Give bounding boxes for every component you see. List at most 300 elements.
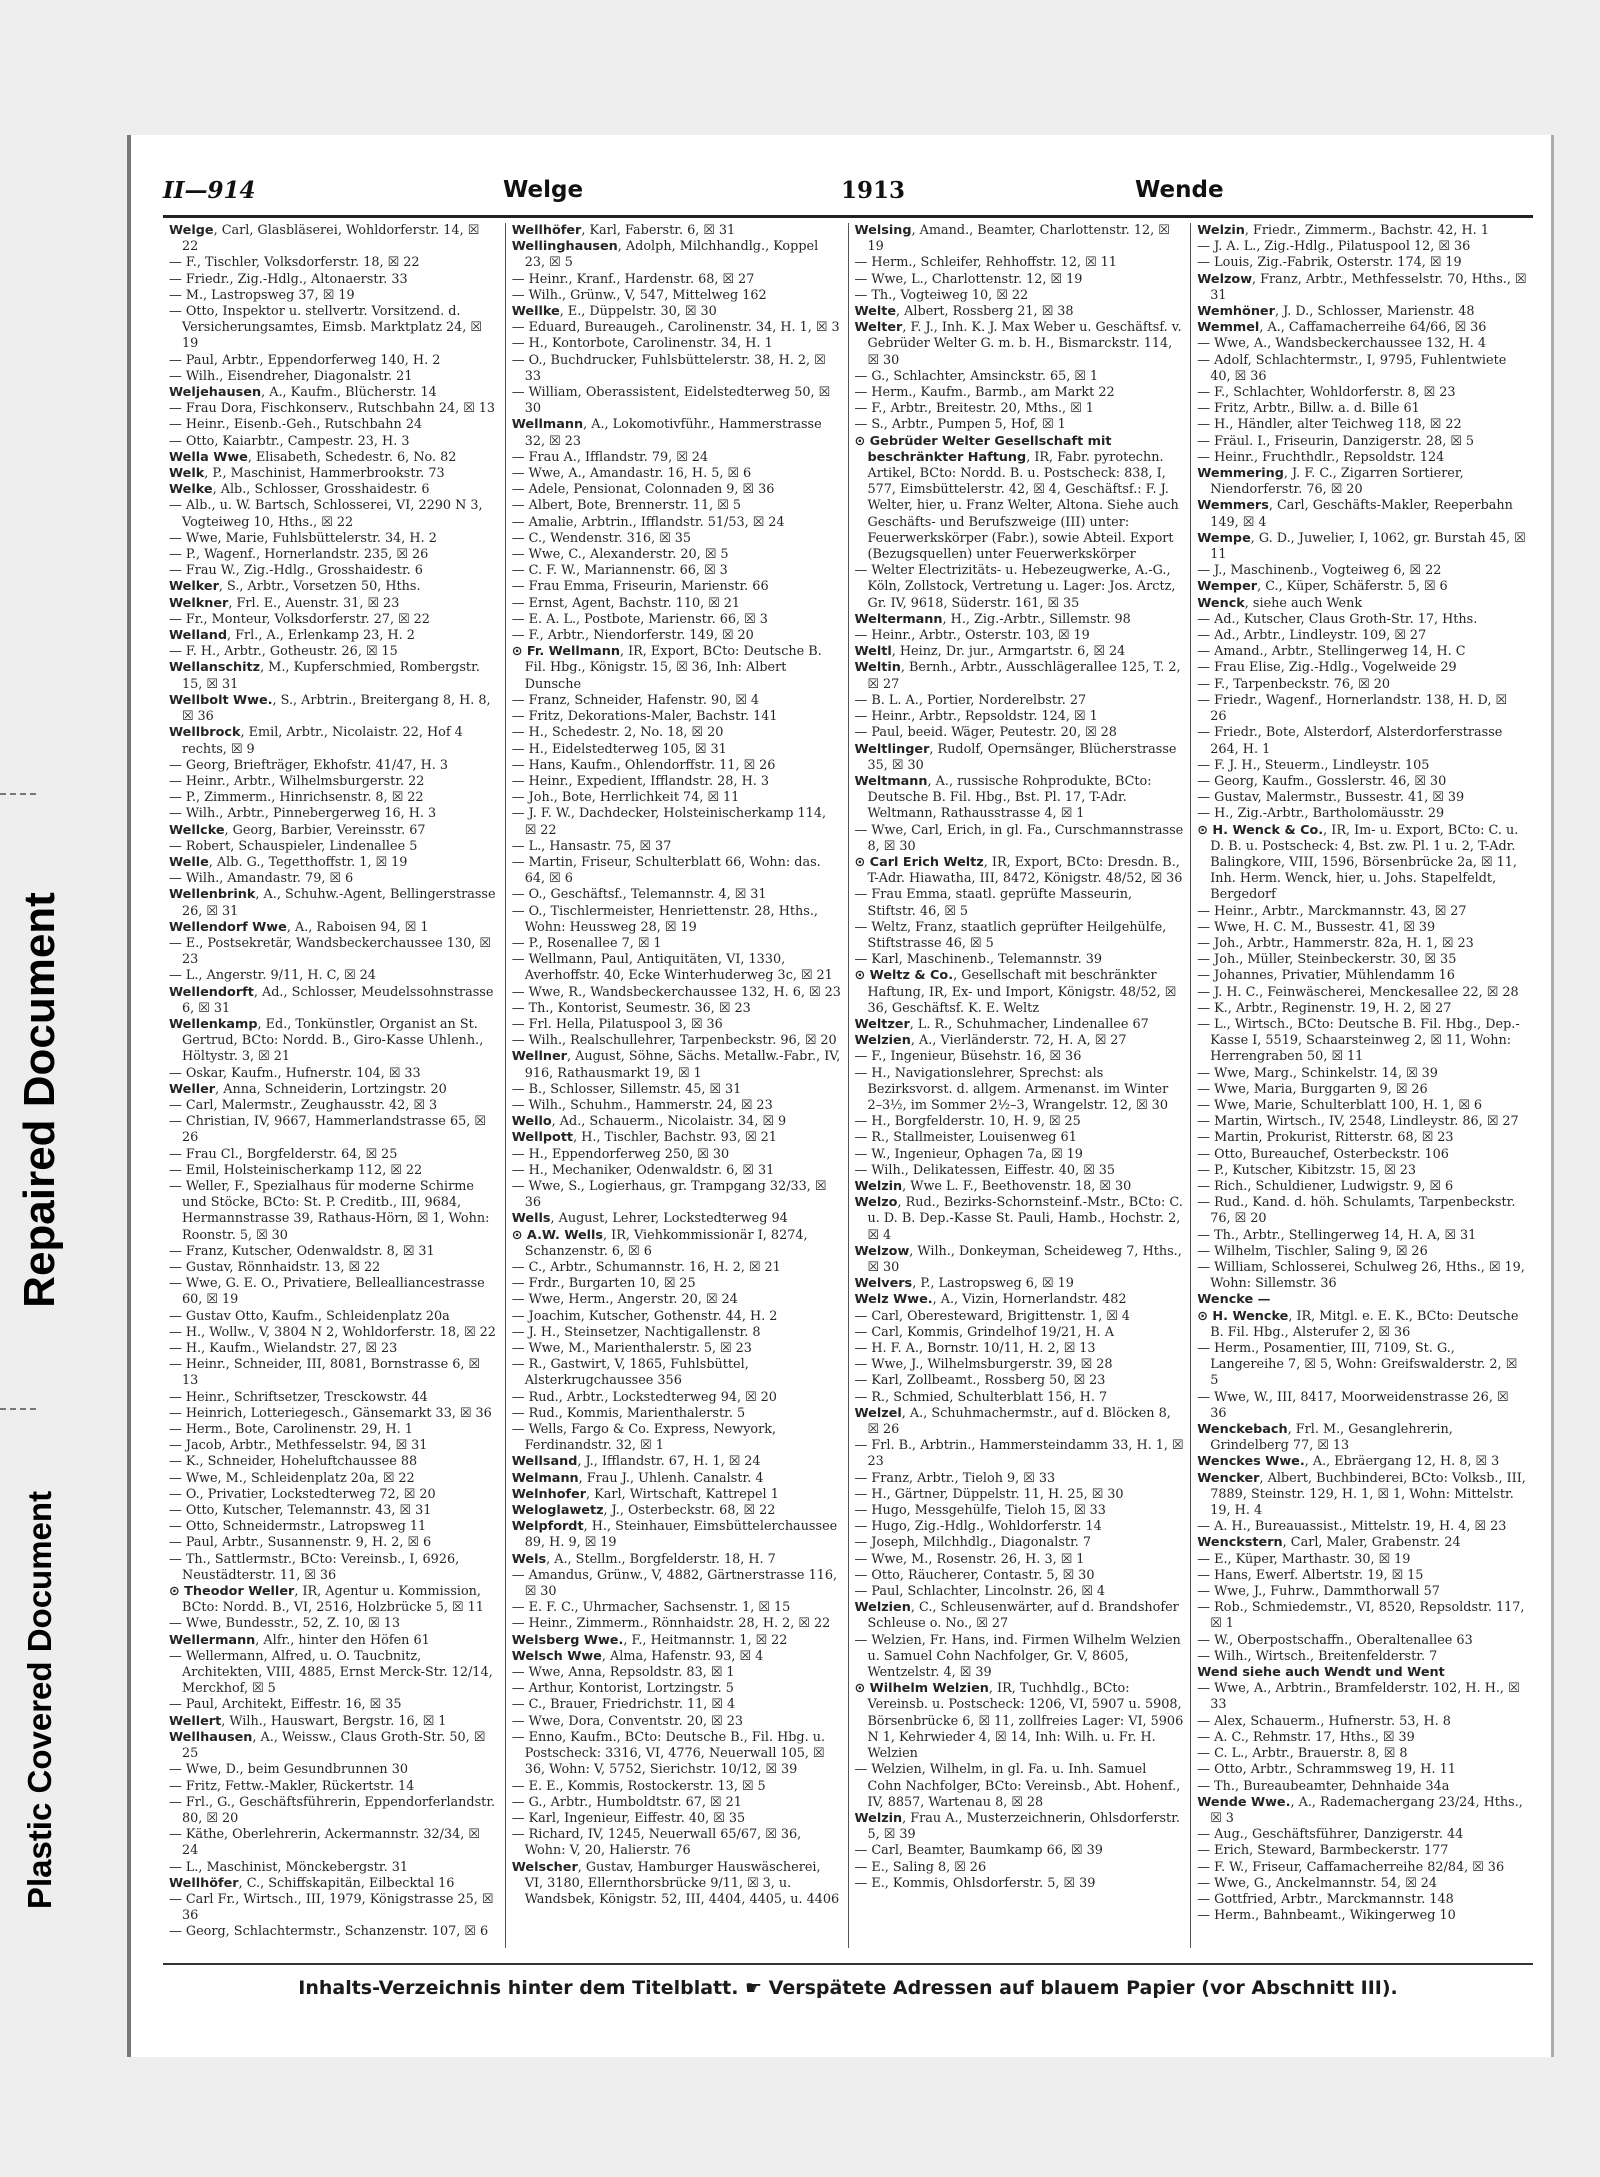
directory-entry: — Joh., Müller, Steinbeckerstr. 30, ☒ 35: [1197, 952, 1457, 968]
directory-entry: — Wwe, J., Wilhelmsburgerstr. 39, ☒ 28: [854, 1357, 1113, 1373]
directory-entry: Welsch Wwe, Alma, Hafenstr. 93, ☒ 4: [511, 1648, 764, 1664]
directory-entry: — Th., Sattlermstr., BCto: Vereinsb., I, 6926, Neustädterstr. 11, ☒ 36: [169, 1551, 460, 1583]
directory-entry: — Enno, Kaufm., BCto: Deutsche B., Fil. Hbg. u. Postscheck: 3316, VI, 4776, Neuerwall 105, ☒ 36, Wohn: V, 5752, Sierichstr. 10/12, ☒ 39: [511, 1729, 826, 1778]
directory-entry: — J., Maschinenb., Vogteiweg 6, ☒ 22: [1197, 563, 1442, 579]
directory-entry: — Wwe, Bundesstr., 52, Z. 10, ☒ 13: [169, 1616, 400, 1632]
directory-entry: Wellner, August, Söhne, Sächs. Metallw.-Fabr., IV, 916, Rathausmarkt 19, ☒ 1: [511, 1049, 841, 1081]
directory-entry: Wenck, siehe auch Wenk: [1197, 595, 1363, 611]
directory-entry: — Ad., Arbtr., Lindleystr. 109, ☒ 27: [1197, 628, 1427, 644]
directory-entry: — Jacob, Arbtr., Methfesselstr. 94, ☒ 31: [169, 1438, 428, 1454]
directory-entry: — H. F. A., Bornstr. 10/11, H. 2, ☒ 13: [854, 1341, 1096, 1357]
directory-entry: Welscher, Gustav, Hamburger Hauswäscherei, VI, 3180, Ellernthorsbrücke 9/11, ☒ 3, u. Wandsbek, Königstr. 52, III, 4404, 4405, u. 4406: [511, 1859, 840, 1907]
directory-entry: — Amand., Arbtr., Stellingerweg 14, H. C: [1197, 644, 1466, 660]
directory-entry: — William, Oberassistent, Eidelstedterweg 50, ☒ 30: [511, 385, 831, 417]
directory-entry: — Heinr., Eisenb.-Geh., Rutschbahn 24: [169, 417, 423, 433]
directory-entry: — Hugo, Messgehülfe, Tieloh 15, ☒ 33: [854, 1503, 1106, 1519]
directory-entry: — Heinr., Fruchthdlr., Repsoldstr. 124: [1197, 449, 1445, 465]
directory-entry: — Otto, Schneidermstr., Latropsweg 11: [169, 1519, 427, 1535]
directory-entry: — Welzien, Fr. Hans, ind. Firmen Wilhelm Welzien u. Samuel Cohn Nachfolger, Gr. V, 8605, Wentzelstr. 4, ☒ 39: [854, 1632, 1181, 1681]
directory-entry: Wende Wwe., A., Rademachergang 23/24, Hths., ☒ 3: [1197, 1794, 1523, 1826]
directory-entry: Wellmann, A., Lokomotivführ., Hammerstrasse 32, ☒ 23: [511, 417, 822, 449]
directory-entry: — F., Tarpenbeckstr. 76, ☒ 20: [1197, 676, 1390, 692]
directory-entry: Welvers, P., Lastropsweg 6, ☒ 19: [854, 1276, 1074, 1292]
directory-entry: — Hans, Ewerf. Albertstr. 19, ☒ 15: [1197, 1567, 1424, 1583]
directory-entry: — Hugo, Zig.-Hdlg., Wohldorferstr. 14: [854, 1519, 1102, 1535]
directory-entry: — Herm., Kaufm., Barmb., am Markt 22: [854, 385, 1115, 401]
directory-entry: — Fr., Monteur, Volksdorferstr. 27, ☒ 22: [169, 611, 430, 627]
directory-entry: — Herm., Schleifer, Rehhoffstr. 12, ☒ 11: [854, 255, 1117, 271]
directory-entry: Welker, S., Arbtr., Vorsetzen 50, Hths.: [169, 579, 421, 595]
directory-entry: — Wilh., Realschullehrer, Tarpenbeckstr. 96, ☒ 20: [511, 1033, 837, 1049]
directory-entry: — Rud., Kand. d. höh. Schulamts, Tarpenbeckstr. 76, ☒ 20: [1197, 1195, 1516, 1227]
directory-entry: — F. J. H., Steuerm., Lindleystr. 105: [1197, 757, 1430, 773]
directory-entry: Wellbolt Wwe., S., Arbtrin., Breitergang 8, H. 8, ☒ 36: [169, 692, 491, 725]
directory-entry: — Paul, Schlachter, Lincolnstr. 26, ☒ 4: [854, 1584, 1106, 1600]
directory-entry: Wellcke, Georg, Barbier, Vereinsstr. 67: [169, 822, 426, 838]
directory-entry: — Frau A., Ifflandstr. 79, ☒ 24: [511, 449, 709, 465]
directory-entry: Weltmann, A., russische Rohprodukte, BCto: Deutsche B. Fil. Hbg., Bst. Pl. 17, T-Adr. Weltmann, Rathausstrasse 4, ☒ 1: [854, 773, 1152, 822]
directory-entry: Wells, August, Lehrer, Lockstedterweg 94: [511, 1211, 788, 1227]
directory-entry: Welz Wwe., A., Vizin, Hornerlandstr. 482: [854, 1292, 1127, 1308]
directory-entry: — Emil, Holsteinischerkamp 112, ☒ 22: [169, 1162, 423, 1178]
directory-entry: Welkner, Frl. E., Auenstr. 31, ☒ 23: [169, 595, 400, 611]
directory-entry: Wend siehe auch Wendt und Went: [1197, 1665, 1445, 1681]
directory-entry: — Wilhelm, Tischler, Saling 9, ☒ 26: [1197, 1243, 1428, 1259]
directory-entry: — R., Stallmeister, Louisenweg 61: [854, 1130, 1077, 1146]
directory-entry: — Wwe, Carl, Erich, in gl. Fa., Curschmannstrasse 8, ☒ 30: [854, 822, 1184, 854]
directory-entry: — Wwe, W., III, 8417, Moorweidenstrasse 26, ☒ 36: [1197, 1389, 1509, 1421]
directory-entry: — Heinr., Arbtr., Repsoldstr. 124, ☒ 1: [854, 709, 1098, 725]
directory-entry: — B., Schlosser, Sillemstr. 45, ☒ 31: [511, 1081, 742, 1097]
directory-entry: — H., Gärtner, Düppelstr. 11, H. 25, ☒ 30: [854, 1486, 1124, 1502]
directory-entry: — Wilh., Amandastr. 79, ☒ 6: [169, 871, 354, 887]
page-header: [163, 175, 1533, 218]
directory-column: [505, 223, 848, 1948]
directory-entry: — Amalie, Arbtrin., Ifflandstr. 51/53, ☒ 24: [511, 514, 785, 530]
directory-entry: Welzo, Rud., Bezirks-Schornsteinf.-Mstr., BCto: C. u. D. B. Dep.-Kasse St. Pauli, Hamb., Hochstr. 2, ☒ 4: [854, 1195, 1183, 1243]
directory-entry: — F. H., Arbtr., Gotheustr. 26, ☒ 15: [169, 644, 398, 660]
directory-entry: — H., Borgfelderstr. 10, H. 9, ☒ 25: [854, 1114, 1081, 1130]
scanned-directory-page: [127, 135, 1554, 2057]
directory-entry: — E., Küper, Marthastr. 30, ☒ 19: [1197, 1551, 1411, 1567]
directory-entry: — Franz, Schneider, Hafenstr. 90, ☒ 4: [511, 692, 760, 708]
directory-entry: — Heinr., Arbtr., Wilhelmsburgerstr. 22: [169, 773, 425, 789]
directory-entry: — Otto, Kutscher, Telemannstr. 43, ☒ 31: [169, 1503, 432, 1519]
directory-entry: Weltermann, H., Zig.-Arbtr., Sillemstr. 98: [854, 611, 1131, 627]
directory-entry: Welzin, Wwe L. F., Beethovenstr. 18, ☒ 30: [854, 1178, 1132, 1194]
directory-entry: — Paul, Architekt, Eiffestr. 16, ☒ 35: [169, 1697, 402, 1713]
directory-entry: Wenckebach, Frl. M., Gesanglehrerin, Grindelberg 77, ☒ 13: [1197, 1422, 1453, 1454]
directory-entry: — Carl Fr., Wirtsch., III, 1979, Königstrasse 25, ☒ 36: [169, 1891, 494, 1924]
directory-entry: — Herm., Bahnbeamt., Wikingerweg 10: [1197, 1908, 1456, 1924]
directory-entry: — Paul, Arbtr., Eppendorferweg 140, H. 2: [169, 352, 441, 368]
directory-entry: — Wilh., Schuhm., Hammerstr. 24, ☒ 23: [511, 1097, 773, 1113]
directory-entry: — Heinr., Arbtr., Osterstr. 103, ☒ 19: [854, 628, 1090, 644]
directory-entry: — Wwe, M., Marienthalerstr. 5, ☒ 23: [511, 1341, 752, 1357]
directory-entry: — A. H., Bureauassist., Mittelstr. 19, H. 4, ☒ 23: [1197, 1519, 1507, 1535]
directory-entry: Weller, Anna, Schneiderin, Lortzingstr. 20: [169, 1081, 447, 1097]
directory-entry: — Paul, beeid. Wäger, Peutestr. 20, ☒ 28: [854, 725, 1117, 741]
directory-entry: — Georg, Briefträger, Ekhofstr. 41/47, H. 3: [169, 757, 449, 773]
directory-entry: — L., Wirtsch., BCto: Deutsche B. Fil. Hbg., Dep.-Kasse I, 5519, Schaarsteinweg 2, ☒ 11, Wohn: Herrengraben 50, ☒ 11: [1197, 1016, 1520, 1065]
directory-entry: — Wwe, S., Logierhaus, gr. Trampgang 32/33, ☒ 36: [511, 1178, 827, 1211]
header-year: 1913: [841, 177, 906, 204]
directory-entry: Welge, Carl, Glasbläserei, Wohldorferstr. 14, ☒ 22: [169, 223, 480, 255]
directory-entry: — Joachim, Kutscher, Gothenstr. 44, H. 2: [511, 1308, 778, 1324]
directory-entry: — Weltz, Franz, staatlich geprüfter Heilgehülfe, Stiftstrasse 46, ☒ 5: [854, 919, 1167, 951]
directory-entry: — Frau Emma, Friseurin, Marienstr. 66: [511, 579, 769, 595]
directory-entry: — Fräul. I., Friseurin, Danzigerstr. 28, ☒ 5: [1197, 433, 1475, 449]
directory-entry: — Welter Electrizitäts- u. Hebezeugwerke, A.-G., Köln, Zollstock, Vertretung u. Lager: Jos. Arctz, Gr. IV, 9618, Süderstr. 161, ☒ 35: [854, 563, 1176, 611]
directory-entry: — Frau Emma, staatl. geprüfte Masseurin, Stiftstr. 46, ☒ 5: [854, 887, 1133, 919]
directory-entry: Wenckes Wwe., A., Ebräergang 12, H. 8, ☒ 3: [1197, 1454, 1500, 1470]
repaired-document-stamp: [0, 790, 80, 1410]
directory-entry: — William, Schlosserei, Schulweg 26, Hths., ☒ 19, Wohn: Sillemstr. 36: [1197, 1260, 1525, 1292]
directory-entry: Welzel, A., Schuhmachermstr., auf d. Blöcken 8, ☒ 26: [854, 1405, 1171, 1438]
directory-entry: — Th., Arbtr., Stellingerweg 14, H. A, ☒ 31: [1197, 1227, 1477, 1243]
directory-entry: — Karl, Maschinenb., Telemannstr. 39: [854, 952, 1103, 968]
directory-entry: — S., Arbtr., Pumpen 5, Hof, ☒ 1: [854, 417, 1066, 433]
directory-entry: — Hans, Kaufm., Ohlendorffstr. 11, ☒ 26: [511, 757, 776, 773]
directory-entry: — Joh., Bote, Herrlichkeit 74, ☒ 11: [511, 790, 740, 806]
directory-entry: — Carl, Malermstr., Zeughausstr. 42, ☒ 3: [169, 1097, 438, 1113]
directory-entry: — K., Schneider, Hoheluftchaussee 88: [169, 1454, 418, 1470]
directory-entry: — Friedr., Zig.-Hdlg., Altonaerstr. 33: [169, 271, 408, 287]
margin-dash-mark: [0, 1408, 36, 1410]
directory-entry: — Carl, Beamter, Baumkamp 66, ☒ 39: [854, 1843, 1103, 1859]
directory-entry: — Frl., G., Geschäftsführerin, Eppendorferlandstr. 80, ☒ 20: [169, 1794, 496, 1826]
directory-entry: Wellendorft, Ad., Schlosser, Meudelssohnstrasse 6, ☒ 31: [169, 984, 494, 1016]
directory-entry: — Frl. Hella, Pilatuspool 3, ☒ 36: [511, 1016, 723, 1032]
directory-entry: — Heinr., Expedient, Ifflandstr. 28, H. 3: [511, 773, 770, 789]
directory-entry: Welle, Alb. G., Tegetthoffstr. 1, ☒ 19: [169, 854, 408, 870]
directory-entry: — Fritz, Fettw.-Makler, Rückertstr. 14: [169, 1778, 415, 1794]
directory-entry: Wellbrock, Emil, Arbtr., Nicolaistr. 22, Hof 4 rechts, ☒ 9: [169, 725, 463, 757]
directory-entry: Welzin, Frau A., Musterzeichnerin, Ohlsdorferstr. 5, ☒ 39: [854, 1810, 1180, 1843]
directory-entry: Wempe, G. D., Juwelier, I, 1062, gr. Burstah 45, ☒ 11: [1197, 530, 1526, 563]
directory-entry: — Amandus, Grünw., V, 4882, Gärtnerstrasse 116, ☒ 30: [511, 1567, 838, 1600]
directory-entry: — Adele, Pensionat, Colonnaden 9, ☒ 36: [511, 482, 775, 498]
directory-entry: — Wwe, Herm., Angerstr. 20, ☒ 24: [511, 1292, 738, 1308]
directory-entry: — Heinr., Zimmerm., Rönnhaidstr. 28, H. 2, ☒ 22: [511, 1616, 831, 1632]
directory-entry: Wencker, Albert, Buchbinderei, BCto: Volksb., III, 7889, Steinstr. 129, H. 1, ☒ 1, Wohn: Mittelstr. 19, H. 4: [1197, 1470, 1526, 1519]
directory-entry: ⊙ Gebrüder Welter Gesellschaft mit beschränkter Haftung, IR, Fabr. pyrotechn. Artikel, BCto: Nordd. B. u. Postscheck: 838, I, 577, Eimsbüttelerstr. 42, ☒ 4, Geschäftsf.: F. J. Welter, hier, u. Franz Welter, Altona. Siehe auch Geschäfts- und Berufszweige (III) unter: Feuerwerkskörper (Fabr.), sowie Abteil. Export (Bezugsquellen) unter Feuerwerkskörper: [854, 433, 1179, 563]
directory-entry: — F., Ingenieur, Büsehstr. 16, ☒ 36: [854, 1049, 1082, 1065]
directory-entry: — P., Rosenallee 7, ☒ 1: [511, 935, 662, 951]
directory-entry: — F. W., Friseur, Caffamacherreihe 82/84, ☒ 36: [1197, 1859, 1505, 1875]
directory-entry: — Wwe, G., Anckelmannstr. 54, ☒ 24: [1197, 1875, 1438, 1891]
directory-entry: — H., Zig.-Arbtr., Bartholomäusstr. 29: [1197, 806, 1445, 822]
directory-entry: — Martin, Friseur, Schulterblatt 66, Wohn: das. 64, ☒ 6: [511, 854, 821, 887]
directory-entry: — Gustav, Rönnhaidstr. 13, ☒ 22: [169, 1260, 381, 1275]
directory-entry: Welzow, Franz, Arbtr., Methfesselstr. 70, Hths., ☒ 31: [1197, 271, 1527, 303]
directory-entry: Welpfordt, H., Steinhauer, Eimsbüttelerchaussee 89, H. 9, ☒ 19: [511, 1519, 838, 1551]
directory-entry: — Gottfried, Arbtr., Marckmannstr. 148: [1197, 1891, 1454, 1907]
directory-entry: — Otto, Kaiarbtr., Campestr. 23, H. 3: [169, 433, 410, 449]
directory-entry: Weltzer, L. R., Schuhmacher, Lindenallee 67: [854, 1016, 1149, 1032]
directory-entry: — Wilh., Eisendreher, Diagonalstr. 21: [169, 368, 413, 384]
directory-entry: — Wilh., Wirtsch., Breitenfelderstr. 7: [1197, 1648, 1438, 1664]
directory-entry: — G., Arbtr., Humboldtstr. 67, ☒ 21: [511, 1794, 742, 1810]
directory-entry: — A. C., Rehmstr. 17, Hths., ☒ 39: [1197, 1729, 1415, 1745]
directory-entry: Welzien, C., Schleusenwärter, auf d. Brandshofer Schleuse o. No., ☒ 27: [854, 1600, 1179, 1632]
directory-entry: Wellhöfer, C., Schiffskapitän, Eilbecktal 16: [169, 1875, 455, 1891]
directory-entry: — Oskar, Kaufm., Hufnerstr. 104, ☒ 33: [169, 1065, 421, 1081]
directory-entry: — Wells, Fargo & Co. Express, Newyork, Ferdinandstr. 32, ☒ 1: [511, 1422, 777, 1454]
directory-entry: — Herm., Posamentier, III, 7109, St. G., Langereihe 7, ☒ 5, Wohn: Greifswalderstr. 2, ☒ 5: [1197, 1341, 1518, 1389]
directory-entry: — Georg, Kaufm., Gosslerstr. 46, ☒ 30: [1197, 773, 1447, 789]
directory-entry: Welland, Frl., A., Erlenkamp 23, H. 2: [169, 628, 415, 644]
directory-entry: — Wwe, L., Charlottenstr. 12, ☒ 19: [854, 271, 1083, 287]
directory-entry: ⊙ Theodor Weller, IR, Agentur u. Kommission, BCto: Nordd. B., VI, 2516, Holzbrücke 5, ☒ 11: [169, 1584, 484, 1616]
directory-entry: — Wilh., Arbtr., Pinnebergerweg 16, H. 3: [169, 806, 437, 822]
directory-entry: — Friedr., Wagenf., Hornerlandstr. 138, H. D, ☒ 26: [1197, 692, 1507, 725]
directory-entry: — H., Eidelstedterweg 105, ☒ 31: [511, 741, 727, 757]
directory-entry: — G., Schlachter, Amsinckstr. 65, ☒ 1: [854, 368, 1099, 384]
directory-entry: — Frau W., Zig.-Hdlg., Grosshaidestr. 6: [169, 563, 423, 579]
directory-entry: — Rob., Schmiedemstr., VI, 8520, Repsoldstr. 117, ☒ 1: [1197, 1600, 1525, 1632]
directory-entry: — Heinr., Schriftsetzer, Tresckowstr. 44: [169, 1389, 428, 1405]
page-number: II—914: [163, 177, 256, 204]
directory-entry: — E., Saling 8, ☒ 26: [854, 1859, 987, 1875]
directory-entry: Welsing, Amand., Beamter, Charlottenstr. 12, ☒ 19: [854, 223, 1170, 255]
directory-entry: — Karl, Zollbeamt., Rossberg 50, ☒ 23: [854, 1373, 1106, 1389]
directory-entry: — Rud., Arbtr., Lockstedterweg 94, ☒ 20: [511, 1389, 777, 1405]
directory-entry: — Wwe, Dora, Conventstr. 20, ☒ 23: [511, 1713, 743, 1729]
directory-entry: — J. H. C., Feinwäscherei, Menckesallee 22, ☒ 28: [1197, 984, 1519, 1000]
directory-entry: — Georg, Schlachtermstr., Schanzenstr. 107, ☒ 6: [169, 1924, 489, 1940]
directory-entry: — W., Ingenieur, Ophagen 7a, ☒ 19: [854, 1146, 1083, 1162]
directory-entry: — E. E., Kommis, Rostockerstr. 13, ☒ 5: [511, 1778, 766, 1794]
directory-entry: — P., Wagenf., Hornerlandstr. 235, ☒ 26: [169, 547, 429, 563]
directory-entry: — Ad., Kutscher, Claus Groth-Str. 17, Hths.: [1197, 611, 1478, 627]
directory-entry: — Rich., Schuldiener, Ludwigstr. 9, ☒ 6: [1197, 1178, 1454, 1194]
directory-entry: — Heinrich, Lotteriegesch., Gänsemarkt 33, ☒ 36: [169, 1405, 492, 1421]
directory-entry: — Joh., Arbtr., Hammerstr. 82a, H. 1, ☒ 23: [1197, 935, 1474, 951]
directory-entry: Welke, Alb., Schlosser, Grosshaidestr. 6: [169, 482, 430, 498]
directory-entry: — Eduard, Bureaugeh., Carolinenstr. 34, H. 1, ☒ 3: [511, 320, 840, 336]
header-first-word: Welge: [503, 177, 584, 203]
plastic-covered-label: Plastic Covered Document: [21, 1490, 58, 1910]
directory-entry: — C., Wendenstr. 316, ☒ 35: [511, 530, 692, 546]
directory-entry: Wemmers, Carl, Geschäfts-Makler, Reeperbahn 149, ☒ 4: [1197, 498, 1513, 530]
directory-entry: — Wwe, Anna, Repsoldstr. 83, ☒ 1: [511, 1665, 735, 1681]
directory-entry: — W., Oberpostschaffn., Oberaltenallee 63: [1197, 1632, 1473, 1648]
directory-entry: Welzin, Friedr., Zimmerm., Bachstr. 42, H. 1: [1197, 223, 1489, 238]
directory-entry: ⊙ Weltz & Co., Gesellschaft mit beschränkter Haftung, IR, Ex- und Import, Königstr. 48/52, ☒ 36, Geschäftsf. K. E. Weltz: [854, 968, 1177, 1016]
directory-entry: — Arthur, Kontorist, Lortzingstr. 5: [511, 1681, 734, 1697]
directory-entry: — C. F. W., Mariannenstr. 66, ☒ 3: [511, 563, 728, 579]
directory-entry: Wemper, C., Küper, Schäferstr. 5, ☒ 6: [1197, 579, 1448, 595]
directory-entry: Wemmel, A., Caffamacherreihe 64/66, ☒ 36: [1197, 320, 1487, 336]
directory-entry: Wenckstern, Carl, Maler, Grabenstr. 24: [1197, 1535, 1461, 1551]
directory-entry: Welk, P., Maschinist, Hammerbrookstr. 73: [169, 466, 445, 482]
directory-entry: — E. A. L., Postbote, Marienstr. 66, ☒ 3: [511, 611, 768, 627]
directory-entry: — Rud., Kommis, Marienthalerstr. 5: [511, 1405, 746, 1421]
directory-entry: — L., Hansastr. 75, ☒ 37: [511, 838, 672, 854]
directory-entry: Wellert, Wilh., Hauswart, Bergstr. 16, ☒ 1: [169, 1713, 447, 1729]
directory-entry: Wencke —: [1197, 1292, 1271, 1308]
directory-entry: ⊙ Carl Erich Weltz, IR, Export, BCto: Dresdn. B., T-Adr. Hiawatha, III, 8472, Königstr. 48/52, ☒ 36: [854, 854, 1183, 887]
directory-entry: — Wwe, M., Schleidenplatz 20a, ☒ 22: [169, 1470, 415, 1486]
directory-entry: — F., Tischler, Volksdorferstr. 18, ☒ 22: [169, 255, 420, 271]
directory-entry: — C. L., Arbtr., Brauerstr. 8, ☒ 8: [1197, 1746, 1408, 1762]
directory-entry: — Erich, Steward, Barmbeckerstr. 177: [1197, 1843, 1449, 1859]
directory-entry: Wellenkamp, Ed., Tonkünstler, Organist an St. Gertrud, BCto: Nordd. B., Giro-Kasse Uhlenh., Höltystr. 3, ☒ 21: [169, 1016, 484, 1065]
directory-entry: — E., Kommis, Ohlsdorferstr. 5, ☒ 39: [854, 1875, 1096, 1891]
directory-entry: — C., Arbtr., Schumannstr. 16, H. 2, ☒ 21: [511, 1260, 781, 1275]
directory-entry: — H., Wollw., V, 3804 N 2, Wohldorferstr. 18, ☒ 22: [169, 1324, 496, 1340]
margin-dash-mark: [0, 793, 36, 795]
directory-entry: — Paul, Arbtr., Susannenstr. 9, H. 2, ☒ 6: [169, 1535, 432, 1551]
directory-column: [1190, 223, 1533, 1948]
directory-entry: — F., Arbtr., Niendorferstr. 149, ☒ 20: [511, 628, 754, 644]
directory-entry: — C., Brauer, Friedrichstr. 11, ☒ 4: [511, 1697, 736, 1713]
directory-entry: — Th., Bureaubeamter, Dehnhaide 34a: [1197, 1778, 1450, 1794]
directory-entry: — Wwe, Marie, Schulterblatt 100, H. 1, ☒ 6: [1197, 1097, 1483, 1113]
directory-entry: — Albert, Bote, Brennerstr. 11, ☒ 5: [511, 498, 741, 514]
directory-entry: Wellermann, Alfr., hinter den Höfen 61: [169, 1632, 430, 1648]
directory-entry: — F., Schlachter, Wohldorferstr. 8, ☒ 23: [1197, 385, 1456, 401]
directory-entry: — E., Postsekretär, Wandsbeckerchaussee 130, ☒ 23: [169, 935, 491, 968]
plastic-covered-stamp: [0, 1400, 80, 2000]
directory-entry: Wellsand, J., Ifflandstr. 67, H. 1, ☒ 24: [511, 1454, 761, 1470]
directory-entry: — H., Händler, alter Teichweg 118, ☒ 22: [1197, 417, 1462, 433]
directory-entry: — Wwe, Marie, Fuhlsbüttelerstr. 34, H. 2: [169, 530, 437, 546]
directory-entry: ⊙ Fr. Wellmann, IR, Export, BCto: Deutsche B. Fil. Hbg., Königstr. 15, ☒ 36, Inh: Albert Dunsche: [511, 644, 822, 692]
directory-entry: — Wwe, A., Amandastr. 16, H. 5, ☒ 6: [511, 466, 752, 482]
directory-entry: Wellanschitz, M., Kupferschmied, Rombergstr. 15, ☒ 31: [169, 660, 480, 692]
directory-entry: Welnhofer, Karl, Wirtschaft, Kattrepel 1: [511, 1486, 779, 1502]
directory-entry: — Wwe, Marg., Schinkelstr. 14, ☒ 39: [1197, 1065, 1438, 1081]
directory-entry: — Louis, Zig.-Fabrik, Osterstr. 174, ☒ 19: [1197, 255, 1462, 271]
directory-entry: — Richard, IV, 1245, Neuerwall 65/67, ☒ 36, Wohn: V, 20, Halierstr. 76: [511, 1827, 802, 1859]
repaired-document-label: Repaired Document: [15, 892, 65, 1308]
directory-entry: — H., Kaufm., Wielandstr. 27, ☒ 23: [169, 1341, 398, 1357]
directory-entry: — Otto, Arbtr., Schrammsweg 19, H. 11: [1197, 1762, 1456, 1778]
directory-entry: — B. L. A., Portier, Norderelbstr. 27: [854, 692, 1087, 708]
directory-entry: — Wwe, A., Arbtrin., Bramfelderstr. 102, H. H., ☒ 33: [1197, 1681, 1520, 1713]
directory-entry: Wemhöner, J. D., Schlosser, Marienstr. 48: [1197, 304, 1475, 320]
directory-entry: — Th., Vogteiweg 10, ☒ 22: [854, 287, 1029, 303]
directory-entry: ⊙ Wilhelm Welzien, IR, Tuchhdlg., BCto: Vereinsb. u. Postscheck: 1206, VI, 5907 u. 5908, Börsenbrücke 6, ☒ 11, zollfreies Lager: VI, 5906 N 1, Kehrwieder 4, ☒ 14, Inh: Wilh. u. Fr. H. Welzien: [854, 1681, 1184, 1762]
directory-entry: Welter, F. J., Inh. K. J. Max Weber u. Geschäftsf. v. Gebrüder Welter G. m. b. H., Bismarckstr. 114, ☒ 30: [854, 320, 1182, 368]
directory-entry: Weloglawetz, J., Osterbeckstr. 68, ☒ 22: [511, 1503, 776, 1519]
directory-entry: — H., Mechaniker, Odenwaldstr. 6, ☒ 31: [511, 1162, 775, 1178]
directory-entry: — Franz, Arbtr., Tieloh 9, ☒ 33: [854, 1470, 1056, 1486]
directory-entry: ⊙ H. Wenck & Co., IR, Im- u. Export, BCto: C. u. D. B. u. Postscheck: 4, Bst. zw. Pl. 1 u. 2, T-Adr. Balingkore, VIII, 1596, Börsenbrücke 2a, ☒ 11, Inh. Herm. Wenck, hier, u. Johs. Stapelfeldt, Bergedorf: [1197, 822, 1519, 903]
directory-entry: — L., Maschinist, Mönckebergstr. 31: [169, 1859, 409, 1875]
directory-entry: — J. H., Steinsetzer, Nachtigallenstr. 8: [511, 1324, 761, 1340]
directory-entry: — Johannes, Privatier, Mühlendamm 16: [1197, 968, 1455, 984]
directory-entry: — Fritz, Dekorations-Maler, Bachstr. 141: [511, 709, 778, 725]
directory-entry: — Robert, Schauspieler, Lindenallee 5: [169, 838, 418, 854]
directory-entry: — Wwe, Maria, Burggarten 9, ☒ 26: [1197, 1081, 1428, 1097]
directory-entry: — Wellmann, Paul, Antiquitäten, VI, 1330, Averhoffstr. 40, Ecke Winterhuderweg 3c, ☒ 21: [511, 952, 833, 984]
directory-entry: — Heinr., Kranf., Hardenstr. 68, ☒ 27: [511, 271, 755, 287]
directory-entry: — L., Angerstr. 9/11, H. C, ☒ 24: [169, 968, 376, 984]
directory-entry: — Wwe, C., Alexanderstr. 20, ☒ 5: [511, 547, 729, 563]
directory-entry: — Wwe, R., Wandsbeckerchaussee 132, H. 6, ☒ 23: [511, 984, 841, 1000]
directory-entry: — K., Arbtr., Reginenstr. 19, H. 2, ☒ 27: [1197, 1000, 1452, 1016]
directory-entry: Wellenbrink, A., Schuhw.-Agent, Bellingerstrasse 26, ☒ 31: [169, 887, 496, 919]
directory-entry: — Wwe, G. E. O., Privatiere, Bellealliancestrasse 60, ☒ 19: [169, 1276, 485, 1308]
directory-entry: — Th., Kontorist, Seumestr. 36, ☒ 23: [511, 1000, 751, 1016]
directory-entry: Welzien, A., Vierländerstr. 72, H. A, ☒ 27: [854, 1033, 1127, 1049]
directory-entry: — Wilh., Grünw., V, 547, Mittelweg 162: [511, 287, 767, 303]
directory-entry: Wellhausen, A., Weissw., Claus Groth-Str. 50, ☒ 25: [169, 1729, 486, 1762]
directory-columns: [163, 223, 1533, 1948]
directory-entry: — Carl, Oberesteward, Brigittenstr. 1, ☒ 4: [854, 1308, 1130, 1324]
directory-entry: — Herm., Bote, Carolinenstr. 29, H. 1: [169, 1422, 413, 1438]
header-last-word: Wende: [1135, 177, 1224, 203]
directory-entry: Wellpott, H., Tischler, Bachstr. 93, ☒ 21: [511, 1130, 777, 1146]
directory-entry: Wels, A., Stellm., Borgfelderstr. 18, H. 7: [511, 1551, 776, 1567]
directory-entry: — Heinr., Schneider, III, 8081, Bornstrasse 6, ☒ 13: [169, 1357, 480, 1389]
directory-entry: — Wellermann, Alfred, u. O. Taucbnitz, Architekten, VIII, 4885, Ernst Merck-Str. 12/14, Merckhof, ☒ 5: [169, 1648, 493, 1697]
directory-entry: Wellinghausen, Adolph, Milchhandlg., Koppel 23, ☒ 5: [511, 239, 819, 271]
directory-entry: — H., Navigationslehrer, Sprechst: als Bezirksvorst. d. allgem. Armenanst. im Winter 2–3½, im Sommer 2½–3, Wrangelstr. 12, ☒ 30: [854, 1065, 1169, 1113]
directory-entry: ⊙ A.W. Wells, IR, Viehkommissionär I, 8274, Schanzenstr. 6, ☒ 6: [511, 1227, 808, 1259]
directory-entry: — Otto, Räucherer, Contastr. 5, ☒ 30: [854, 1567, 1095, 1583]
directory-entry: — Ernst, Agent, Bachstr. 110, ☒ 21: [511, 595, 741, 611]
directory-column: [848, 223, 1191, 1948]
directory-entry: — Aug., Geschäftsführer, Danzigerstr. 44: [1197, 1827, 1464, 1843]
directory-entry: — Fritz, Arbtr., Billw. a. d. Bille 61: [1197, 401, 1420, 417]
directory-entry: — Wwe, H. C. M., Bussestr. 41, ☒ 39: [1197, 919, 1436, 935]
directory-entry: — J. A. L., Zig.-Hdlg., Pilatuspool 12, ☒ 36: [1197, 239, 1471, 255]
directory-column: [163, 223, 505, 1948]
directory-entry: — O., Buchdrucker, Fuhlsbüttelerstr. 38, H. 2, ☒ 33: [511, 352, 826, 384]
directory-entry: — Martin, Wirtsch., IV, 2548, Lindleystr. 86, ☒ 27: [1197, 1114, 1519, 1130]
directory-entry: — O., Privatier, Lockstedterweg 72, ☒ 20: [169, 1486, 436, 1502]
directory-entry: — M., Lastropsweg 37, ☒ 19: [169, 287, 355, 303]
directory-entry: — H., Kontorbote, Carolinenstr. 34, H. 1: [511, 336, 773, 352]
directory-entry: — Christian, IV, 9667, Hammerlandstrasse 65, ☒ 26: [169, 1114, 486, 1146]
directory-entry: — Weller, F., Spezialhaus für moderne Schirme und Stöcke, BCto: St. P. Creditb., III, 9684, Hermannstrasse 39, Rathaus-Hörn, ☒ 1, Wohn: Roonstr. 5, ☒ 30: [169, 1178, 490, 1243]
directory-entry: — Gustav, Malermstr., Bussestr. 41, ☒ 39: [1197, 790, 1465, 806]
directory-entry: — Wwe, D., beim Gesundbrunnen 30: [169, 1762, 408, 1778]
directory-entry: — P., Kutscher, Kibitzstr. 15, ☒ 23: [1197, 1162, 1417, 1178]
directory-entry: — Gustav Otto, Kaufm., Schleidenplatz 20a: [169, 1308, 450, 1324]
directory-entry: — Frau Cl., Borgfelderstr. 64, ☒ 25: [169, 1146, 398, 1162]
directory-entry: — Franz, Kutscher, Odenwaldstr. 8, ☒ 31: [169, 1243, 435, 1259]
directory-entry: — Carl, Kommis, Grindelhof 19/21, H. A: [854, 1324, 1114, 1340]
directory-entry: — Heinr., Arbtr., Marckmannstr. 43, ☒ 27: [1197, 903, 1467, 919]
directory-entry: — Karl, Ingenieur, Eiffestr. 40, ☒ 35: [511, 1810, 746, 1826]
directory-entry: — Joseph, Milchhdlg., Diagonalstr. 7: [854, 1535, 1092, 1551]
directory-entry: — Wilh., Delikatessen, Eiffestr. 40, ☒ 35: [854, 1162, 1116, 1178]
directory-entry: — R., Gastwirt, V, 1865, Fuhlsbüttel, Alsterkrugchaussee 356: [511, 1357, 749, 1389]
directory-entry: Wellendorf Wwe, A., Raboisen 94, ☒ 1: [169, 919, 429, 935]
directory-entry: — Käthe, Oberlehrerin, Ackermannstr. 32/34, ☒ 24: [169, 1827, 480, 1859]
directory-entry: — Welzien, Wilhelm, in gl. Fa. u. Inh. Samuel Cohn Nachfolger, BCto: Vereinsb., Abt. Hohenf., IV, 8857, Wartenau 8, ☒ 28: [854, 1762, 1181, 1810]
directory-entry: Wellke, E., Düppelstr. 30, ☒ 30: [511, 304, 717, 320]
directory-entry: — Martin, Prokurist, Ritterstr. 68, ☒ 23: [1197, 1130, 1454, 1146]
directory-entry: Wellhöfer, Karl, Faberstr. 6, ☒ 31: [511, 223, 736, 238]
directory-entry: — Alex, Schauerm., Hufnerstr. 53, H. 8: [1197, 1713, 1451, 1729]
directory-entry: — Otto, Bureauchef, Osterbeckstr. 106: [1197, 1146, 1449, 1162]
directory-entry: — Frdr., Burgarten 10, ☒ 25: [511, 1276, 696, 1292]
directory-entry: Weltin, Bernh., Arbtr., Ausschlägerallee 125, T. 2, ☒ 27: [854, 660, 1181, 692]
directory-entry: Wella Wwe, Elisabeth, Schedestr. 6, No. 82: [169, 449, 457, 465]
directory-entry: — P., Zimmerm., Hinrichsenstr. 8, ☒ 22: [169, 790, 424, 806]
directory-entry: Welsberg Wwe., F., Heitmannstr. 1, ☒ 22: [511, 1632, 788, 1648]
directory-entry: — Otto, Inspektor u. stellvertr. Vorsitzend. d. Versicherungsamtes, Eimsb. Marktplatz 24, ☒ 19: [169, 304, 482, 352]
directory-entry: — Frl. B., Arbtrin., Hammersteindamm 33, H. 1, ☒ 23: [854, 1438, 1184, 1470]
directory-entry: — Wwe, M., Rosenstr. 26, H. 3, ☒ 1: [854, 1551, 1085, 1567]
directory-entry: — Wwe, A., Wandsbeckerchaussee 132, H. 4: [1197, 336, 1487, 352]
